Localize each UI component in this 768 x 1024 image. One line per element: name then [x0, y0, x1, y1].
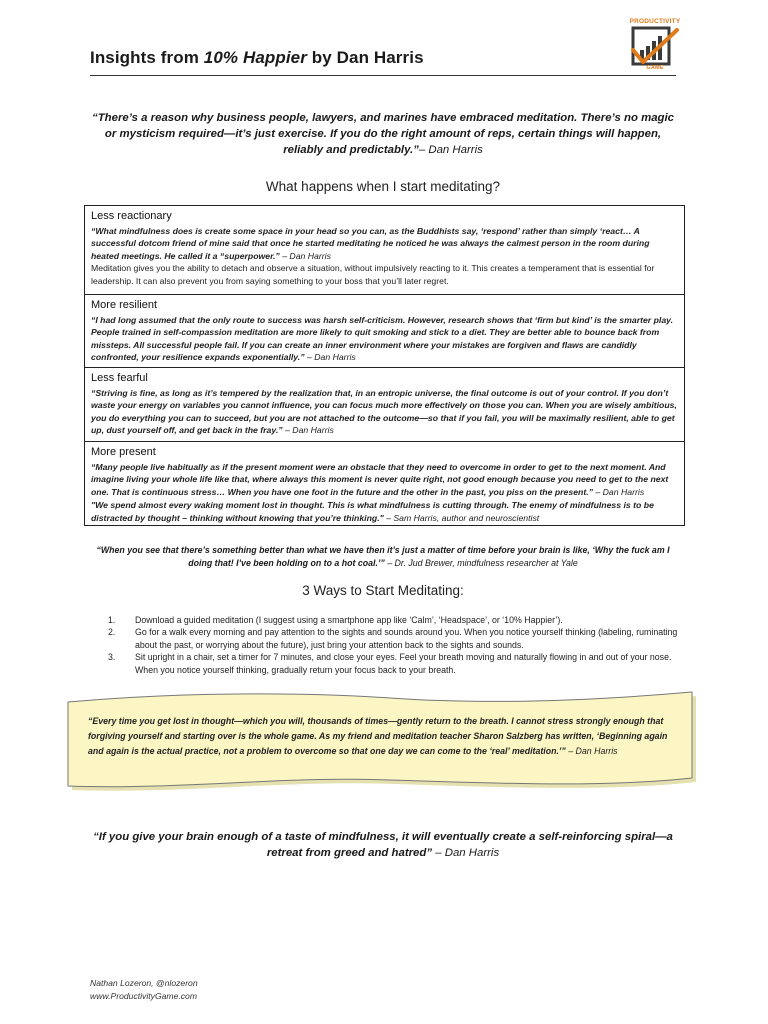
logo-top-text: PRODUCTIVITY: [629, 18, 681, 25]
list-item: [108, 651, 678, 676]
intro-quote-attribution: – Dan Harris: [418, 144, 483, 156]
salzberg-quote-text: “Every time you get lost in thought—which you will, thousands of times—gently return to the breath. I cannot stress strongly enough that forgiving yourself and starting over is the whole game. As my friend and meditation teacher Sharon Salzberg has written, ‘Beginning again and again is the actual practice, not a problem to overcome so that one day we can come to the ‘real’ meditation.’”: [88, 716, 668, 756]
benefit-quote: “What mindfulness does is create some space in your head so you can, as the Buddhists say, ‘respond’ rather than simply ‘react… A successful dotcom friend of mine said that once he started meditating he noticed he was always the calmest person in the room during heated meetings. He called it a “superpower.” – Dan Harris: [91, 226, 650, 261]
meditation-steps-list: [108, 614, 678, 676]
closing-quote-attribution: – Dan Harris: [435, 847, 500, 859]
list-item: [108, 614, 678, 626]
benefit-heading: Less reactionary: [91, 210, 172, 222]
benefit-quote-attribution: – Dan Harris: [306, 352, 356, 363]
benefit-note: Meditation gives you the ability to detach and observe a situation, without impulsively reacting to it. This creates a temperament that is essential for leadership. It can also prevent you from saying something to your boss that you’ll later regret.: [91, 263, 655, 286]
benefit-quote-secondary: "We spend almost every waking moment lost in thought. This is what mindfulness is cutting through. The enemy of mindfulness is to be distracted by thought – thinking without knowing that you’re thinking." – Sam Harris, author and neuroscientist: [91, 500, 654, 523]
benefit-quote: “I had long assumed that the only route to success was harsh self-criticism. However, research shows that ‘firm but kind’ is the smarter play. People trained in self-compassion meditation are more likely to quit smoking and stick to a diet. They are better able to bounce back from missteps. All successful people fail. If you can create an inner environment where your mistakes are forgiven and flaws are candidly confronted, your resilience expands exponentially.” – Dan Harris: [91, 315, 674, 363]
closing-quote: [88, 829, 678, 861]
list-item-number: 2.: [108, 627, 116, 638]
benefit-row-more-present: [85, 441, 684, 526]
list-item-text: Download a guided meditation (I suggest using a smartphone app like ‘Calm’, ‘Headspace’, or ‘10% Happier’).: [135, 615, 563, 625]
benefit-heading: More resilient: [91, 299, 158, 311]
list-item-text: Sit upright in a chair, set a timer for 7 minutes, and close your eyes. Feel your breath moving and naturally flowing in and out of your nose. When you notice yourself thinking, gradually return your focus back to your breath.: [135, 652, 672, 675]
benefit-quote-attribution: – Dan Harris: [282, 250, 331, 261]
benefit-quote: “Many people live habitually as if the present moment were an obstacle that they need to overcome in order to get to the next moment. And imagine living your whole life like that, where always this moment is never quite right, not good enough because you need to get to the next one. That is continuous stress… When you have one foot in the future and the other in the past, you piss on the present.” – Dan Harris: [91, 462, 669, 497]
benefit-quote-attribution: – Dan Harris: [595, 486, 645, 497]
page-title: [90, 48, 424, 68]
benefits-table: [84, 205, 685, 526]
list-item-text: Go for a walk every morning and pay attention to the sights and sounds around you. When you notice yourself thinking (labeling, ruminating about the past, or worrying about the future), just bring your attention back to the sights and sounds.: [135, 627, 678, 650]
salzberg-quote-attribution: – Dan Harris: [568, 746, 618, 756]
section-heading-what-happens: What happens when I start meditating?: [265, 179, 501, 194]
list-item-number: 1.: [108, 615, 116, 625]
title-prefix: Insights from: [90, 48, 204, 67]
brewer-quote-attribution: – Dr. Jud Brewer, mindfulness researcher at Yale: [387, 557, 578, 568]
intro-quote-text: “There’s a reason why business people, lawyers, and marines have embraced meditation. There’s no magic or mysticism required—it’s just exercise. If you do the right amount of reps, certain things will happen, reliably and predictably.”: [92, 112, 674, 156]
brewer-quote: [88, 544, 678, 569]
benefit-heading: More present: [91, 446, 156, 458]
title-suffix: by Dan Harris: [306, 48, 424, 67]
logo-bottom-text: GAME: [646, 65, 664, 71]
title-divider: [90, 75, 676, 76]
benefit-heading: Less fearful: [91, 372, 148, 384]
intro-quote: [88, 110, 678, 158]
salzberg-quote: [88, 714, 674, 759]
footer-author: Nathan Lozeron, @nlozeron: [90, 978, 198, 988]
closing-quote-text: “If you give your brain enough of a taste of mindfulness, it will eventually create a self-reinforcing spiral—a retreat from greed and hatred”: [93, 831, 673, 859]
brewer-quote-text: “When you see that there’s something better than what we have then it’s just a matter of time before your brain is like, ‘Why the fuck am I doing that! I’ve been holding on to a hot coal.’”: [96, 545, 670, 568]
section-heading-ways-to-start: 3 Ways to Start Meditating:: [302, 583, 464, 598]
footer-website[interactable]: www.ProductivityGame.com: [90, 990, 197, 1001]
benefit-row-more-resilient: [85, 294, 684, 367]
footer: [90, 977, 198, 1002]
benefit-quote: “Striving is fine, as long as it’s tempered by the realization that, in an entropic universe, the final outcome is out of your control. If you don’t waste your energy on variables you cannot influence, you can focus much more effectively on those you can. When you are wisely ambitious, you do everything you can to succeed, but you are not attached to the outcome—so that if you fail, you will be maximally resilient, able to get up, dust yourself off, and get back in the fray.” – Dan Harris: [91, 388, 677, 436]
benefit-row-less-reactionary: [85, 206, 684, 294]
title-book: 10% Happier: [203, 48, 307, 67]
list-item-number: 3.: [108, 652, 116, 663]
bar-chart-check-icon: [631, 26, 679, 66]
highlighted-quote-note: [60, 690, 700, 794]
productivity-game-logo: [626, 18, 684, 74]
benefit-quote-attribution: – Dan Harris: [285, 425, 334, 436]
list-item: [108, 626, 678, 651]
benefit-row-less-fearful: [85, 367, 684, 441]
benefit-quote-secondary-attribution: – Sam Harris, author and neuroscientist: [386, 512, 540, 523]
